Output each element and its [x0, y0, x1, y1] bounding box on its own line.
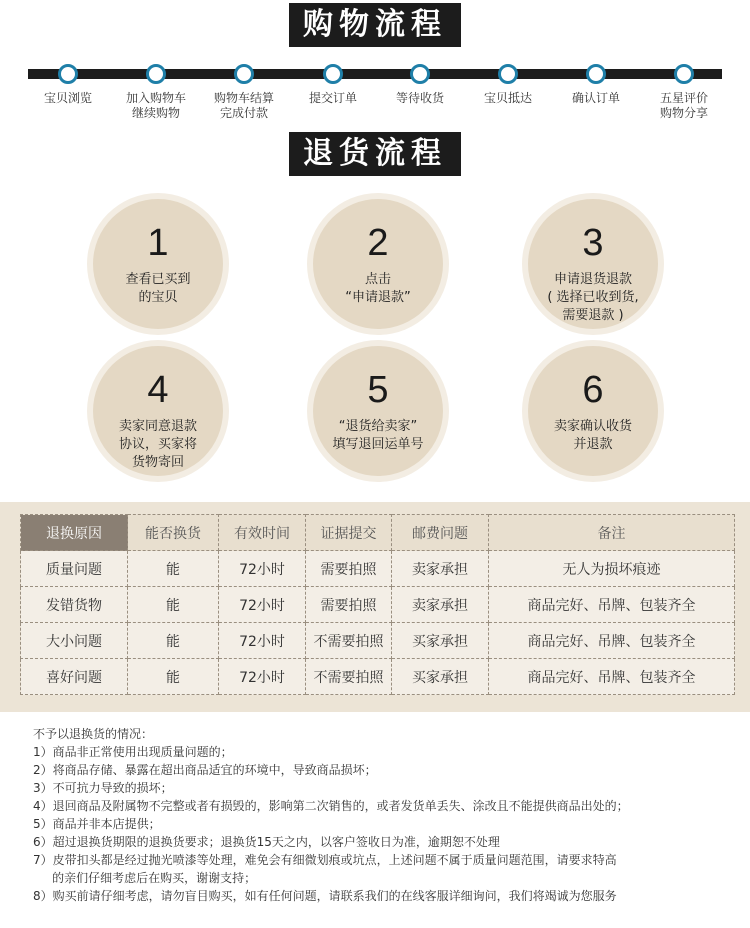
notes-title: 不予以退换货的情况：	[33, 727, 154, 741]
table-cell: 大小问题	[21, 623, 128, 659]
timeline-dot	[323, 64, 343, 84]
timeline-dot	[410, 64, 430, 84]
notes-item: 4）退回商品及附属物不完整或者有损毁的，影响第二次销售的，或者发货单丢失、涂改且不能提供商品出处的；	[33, 799, 629, 813]
table-cell: 72小时	[219, 659, 306, 695]
table-cell: 72小时	[219, 551, 306, 587]
table-cell: 能	[128, 551, 219, 587]
timeline-dot	[674, 64, 694, 84]
return-step-text: 申请退货退款 ( 选择已收到货, 需要退款 )	[547, 272, 639, 323]
column-header: 备注	[489, 515, 735, 551]
column-header: 证据提交	[306, 515, 392, 551]
notes-item: 6）超过退换货期限的退换货要求；退换货15天之内，以客户签收日为准，逾期恕不处理	[33, 835, 500, 849]
return-step-text: “退货给卖家” 填写退回运单号	[332, 419, 424, 452]
table-cell: 卖家承担	[392, 587, 489, 623]
table-cell: 72小时	[219, 587, 306, 623]
table-cell: 无人为损坏痕迹	[489, 551, 735, 587]
notes-item: 1）商品非正常使用出现质量问题的；	[33, 745, 233, 759]
return-step-number: 5	[367, 369, 389, 411]
table-cell: 需要拍照	[306, 587, 392, 623]
notes-item: 8）购买前请仔细考虑，请勿盲目购买，如有任何问题，请联系我们的在线客服详细询问，我们将竭诚为您服务	[33, 889, 617, 903]
shopping-step-label: 提交订单	[308, 91, 357, 105]
return-step-text: 点击 “申请退款”	[345, 272, 411, 305]
no-return-conditions	[33, 725, 733, 905]
table-cell: 商品完好、吊牌、包装齐全	[489, 623, 735, 659]
return-step-circle	[313, 199, 443, 329]
table-row	[21, 659, 735, 695]
return-step-number: 2	[367, 222, 389, 264]
table-cell: 能	[128, 587, 219, 623]
table-cell: 商品完好、吊牌、包装齐全	[489, 587, 735, 623]
return-step-text: 卖家确认收货 并退款	[553, 419, 632, 452]
table-cell: 买家承担	[392, 659, 489, 695]
timeline-bar	[28, 69, 722, 79]
return-policy-table	[20, 514, 735, 695]
table-row	[21, 551, 735, 587]
shopping-step-label: 宝贝抵达	[483, 91, 532, 105]
notes-item: 7）皮带扣头都是经过抛光喷漆等处理，难免会有细微划痕或坑点，上述问题不属于质量问题范围，请要求特高 的亲们仔细考虑后在购买，谢谢支持；	[33, 853, 617, 885]
return-step-circle	[528, 199, 658, 329]
shopping-step-label: 宝贝浏览	[43, 91, 92, 105]
table-cell: 需要拍照	[306, 551, 392, 587]
return-step-text: 卖家同意退款 协议，买家将 货物寄回	[118, 419, 197, 470]
shopping-step-label: 五星评价 购物分享	[659, 91, 708, 120]
table-row	[21, 623, 735, 659]
shopping-step-label: 等待收货	[395, 91, 444, 105]
return-step-circle	[528, 346, 658, 476]
return-step-circle	[93, 199, 223, 329]
return-step-number: 1	[147, 222, 169, 264]
shopping-step-label: 购物车结算 完成付款	[213, 91, 274, 120]
column-header: 邮费问题	[392, 515, 489, 551]
shopping-flow-title: 购物流程	[289, 3, 461, 47]
timeline-dot	[586, 64, 606, 84]
column-header: 能否换货	[128, 515, 219, 551]
notes-item: 3）不可抗力导致的损坏；	[33, 781, 173, 795]
column-header: 有效时间	[219, 515, 306, 551]
timeline-dot	[498, 64, 518, 84]
return-step-circle	[313, 346, 443, 476]
return-flow-title: 退货流程	[289, 132, 461, 176]
table-cell: 卖家承担	[392, 551, 489, 587]
table-cell: 不需要拍照	[306, 659, 392, 695]
return-step-circle	[93, 346, 223, 476]
return-step-number: 4	[147, 369, 169, 411]
timeline-dot	[58, 64, 78, 84]
timeline-dot	[146, 64, 166, 84]
table-cell: 不需要拍照	[306, 623, 392, 659]
policy-table-section	[0, 502, 750, 712]
table-cell: 能	[128, 623, 219, 659]
shopping-step-label: 加入购物车 继续购物	[125, 91, 186, 120]
table-header-row	[21, 515, 735, 551]
table-cell: 商品完好、吊牌、包装齐全	[489, 659, 735, 695]
table-row	[21, 587, 735, 623]
return-step-number: 6	[582, 369, 604, 411]
table-cell: 买家承担	[392, 623, 489, 659]
table-cell: 质量问题	[21, 551, 128, 587]
return-step-number: 3	[582, 222, 604, 264]
notes-item: 2）将商品存储、暴露在超出商品适宜的环境中，导致商品损坏；	[33, 763, 377, 777]
return-step-text: 查看已买到 的宝贝	[125, 272, 191, 305]
table-cell: 发错货物	[21, 587, 128, 623]
shopping-step-label: 确认订单	[571, 91, 620, 105]
table-cell: 喜好问题	[21, 659, 128, 695]
table-cell: 72小时	[219, 623, 306, 659]
notes-item: 5）商品并非本店提供；	[33, 817, 161, 831]
timeline-dot	[234, 64, 254, 84]
column-header: 退换原因	[21, 515, 128, 551]
table-cell: 能	[128, 659, 219, 695]
